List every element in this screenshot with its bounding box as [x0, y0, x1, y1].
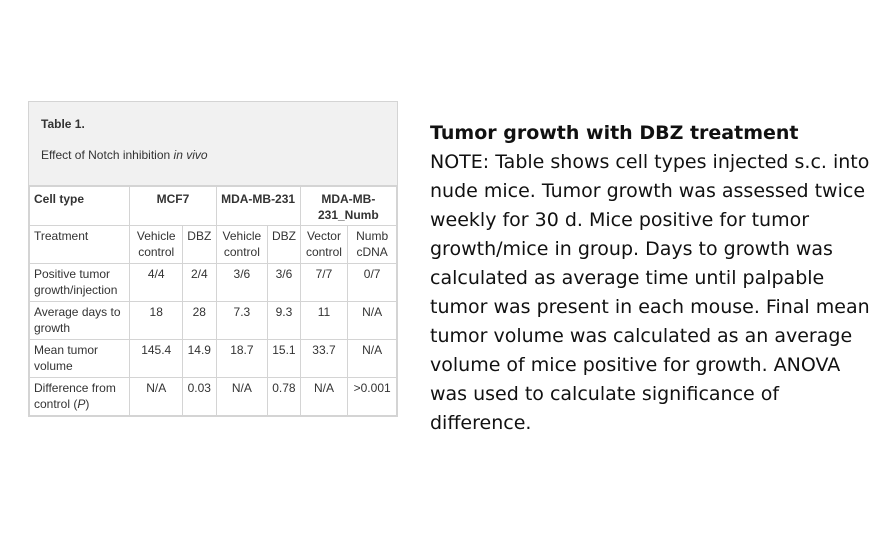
table-cell: N/A [216, 378, 268, 416]
table-description [41, 148, 385, 162]
header-cell-type: Cell type [30, 187, 130, 226]
table-cell: 2/4 [183, 264, 216, 302]
table-cell: N/A [300, 378, 348, 416]
table-row-treatment [30, 226, 397, 264]
table-cell: 3/6 [268, 264, 300, 302]
table-row-difference [30, 378, 397, 416]
table-cell: 18.7 [216, 340, 268, 378]
table-cell: 9.3 [268, 302, 300, 340]
table-cell: N/A [130, 378, 183, 416]
table-cell: 18 [130, 302, 183, 340]
table-cell: 0/7 [348, 264, 397, 302]
table-header-row [30, 187, 397, 226]
row-label: Positive tumor growth/injection [30, 264, 130, 302]
side-title: Tumor growth with DBZ treatment [430, 122, 799, 144]
table-cell: DBZ [268, 226, 300, 264]
side-note: NOTE: Table shows cell types injected s.c. into nude mice. Tumor growth was assessed twice weekly for 30 d. Mice positive for tumor growth/mice in group. Days to growth was calculated as average time until palpable tumor was present in each mouse. Final mean tumor volume was calculated as an average volume of mice positive for growth. ANOVA was used to calculate significance of difference. [430, 151, 870, 434]
table-cell: 11 [300, 302, 348, 340]
row-label [30, 378, 130, 416]
table-cell: 145.4 [130, 340, 183, 378]
table-cell: Vehicle control [130, 226, 183, 264]
header-mda231-numb: MDA-MB-231_Numb [300, 187, 396, 226]
table-cell: 4/4 [130, 264, 183, 302]
table-cell: 14.9 [183, 340, 216, 378]
table-cell: DBZ [183, 226, 216, 264]
header-mda231: MDA-MB-231 [216, 187, 300, 226]
table-cell: 15.1 [268, 340, 300, 378]
table-cell: 3/6 [216, 264, 268, 302]
data-table [29, 186, 397, 416]
table-cell: 0.03 [183, 378, 216, 416]
header-mcf7: MCF7 [130, 187, 216, 226]
row-label: Average days to growth [30, 302, 130, 340]
table-cell: 28 [183, 302, 216, 340]
row-label-italic: P [77, 397, 86, 411]
table-row-positive-growth [30, 264, 397, 302]
table-cell: Numb cDNA [348, 226, 397, 264]
table-cell: Vehicle control [216, 226, 268, 264]
table-cell: N/A [348, 302, 397, 340]
table-row-mean-volume [30, 340, 397, 378]
table-caption [29, 102, 397, 186]
row-label: Mean tumor volume [30, 340, 130, 378]
table-cell: Vector control [300, 226, 348, 264]
table-label: Table 1. [41, 117, 85, 131]
table-row-average-days [30, 302, 397, 340]
table-cell: 0.78 [268, 378, 300, 416]
table-panel [28, 101, 398, 417]
table-cell: N/A [348, 340, 397, 378]
side-text-block [430, 119, 870, 438]
table-cell: 7.3 [216, 302, 268, 340]
table-cell: >0.001 [348, 378, 397, 416]
row-label-suffix: ) [85, 397, 90, 411]
row-label: Treatment [30, 226, 130, 264]
row-label-text: Difference from control ( [34, 381, 116, 411]
table-cell: 33.7 [300, 340, 348, 378]
table-description-italic: in vivo [173, 148, 208, 162]
table-description-text: Effect of Notch inhibition [41, 148, 174, 162]
table-cell: 7/7 [300, 264, 348, 302]
